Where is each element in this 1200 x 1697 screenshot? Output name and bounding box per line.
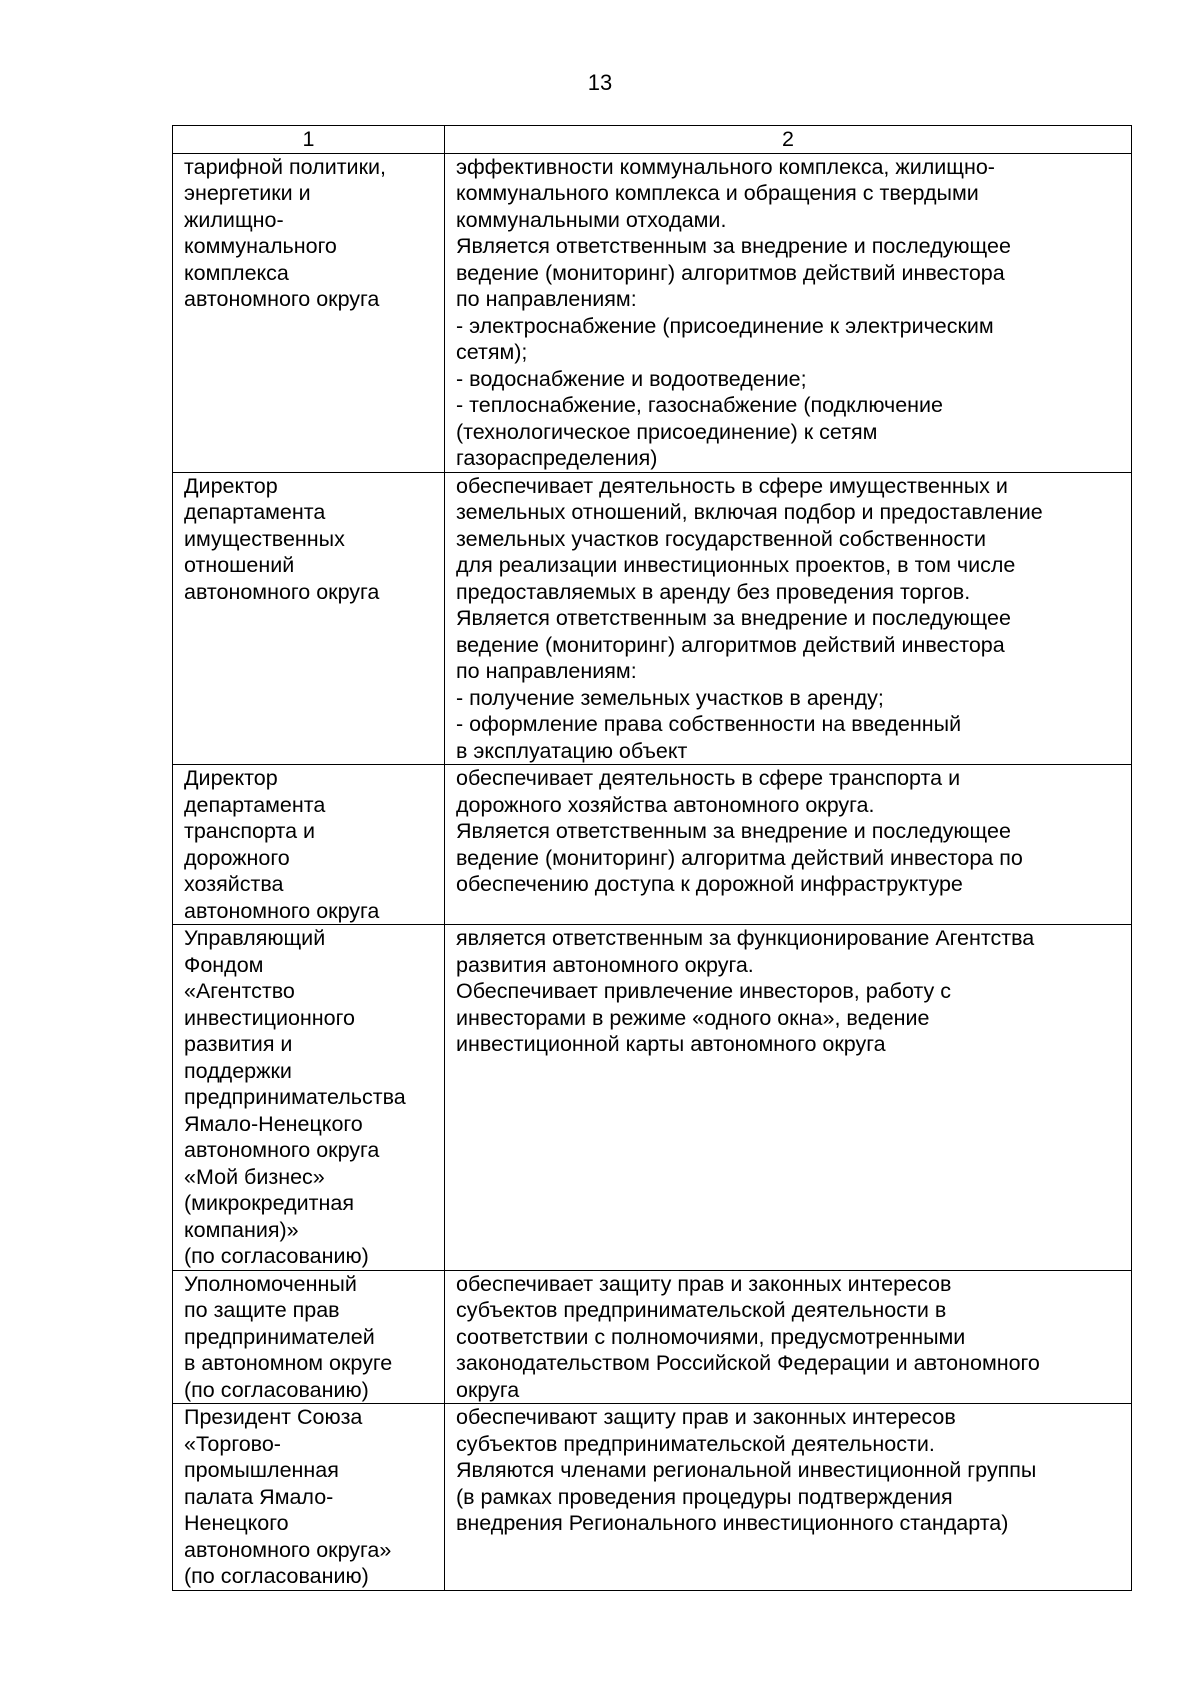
official-cell: Уполномоченный по защите прав предпринимателей в автономном округе (по согласованию) — [173, 1270, 445, 1404]
table-row — [173, 153, 1132, 472]
table-row — [173, 1404, 1132, 1591]
column-header-2: 2 — [445, 126, 1132, 154]
page-number: 13 — [587, 70, 613, 95]
official-cell: Президент Союза «Торгово- промышленная палата Ямало- Ненецкого автономного округа» (по согласованию) — [173, 1404, 445, 1591]
responsibility-cell: является ответственным за функционирование Агентства развития автономного округа. Обеспечивает привлечение инвесторов, работу с инвесторами в режиме «одного окна», ведение инвестиционной карты автономного округа — [445, 925, 1132, 1271]
responsibility-cell: обеспечивает защиту прав и законных интересов субъектов предпринимательской деятельности в соответствии с полномочиями, предусмотренными законодательством Российской Федерации и автономного округа — [445, 1270, 1132, 1404]
official-cell: тарифной политики, энергетики и жилищно- коммунального комплекса автономного округа — [173, 153, 445, 472]
column-header-1: 1 — [173, 126, 445, 154]
responsibility-cell: обеспечивает деятельность в сфере имущественных и земельных отношений, включая подбор и предоставление земельных участков государственной собственности для реализации инвестиционных проектов, в том числе предоставляемых в аренду без проведения торгов. Является ответственным за внедрение и последующее ведение (мониторинг) алгоритмов действий инвестора по направлениям: - получение земельных участков в аренду; - оформление права собственности на введенный в эксплуатацию объект — [445, 472, 1132, 765]
responsibility-table — [172, 125, 1132, 1591]
table-header-row — [173, 126, 1132, 154]
table-row — [173, 472, 1132, 765]
official-cell: Директор департамента имущественных отношений автономного округа — [173, 472, 445, 765]
responsibility-cell: эффективности коммунального комплекса, жилищно- коммунального комплекса и обращения с твердыми коммунальными отходами. Является ответственным за внедрение и последующее ведение (мониторинг) алгоритмов действий инвестора по направлениям: - электроснабжение (присоединение к электрическим сетям); - водоснабжение и водоотведение; - теплоснабжение, газоснабжение (подключение (технологическое присоединение) к сетям газораспределения) — [445, 153, 1132, 472]
official-cell: Управляющий Фондом «Агентство инвестиционного развития и поддержки предпринимательства Ямало-Ненецкого автономного округа «Мой бизнес» (микрокредитная компания)» (по согласованию) — [173, 925, 445, 1271]
responsibility-cell: обеспечивают защиту прав и законных интересов субъектов предпринимательской деятельности. Являются членами региональной инвестиционной группы (в рамках проведения процедуры подтверждения внедрения Регионального инвестиционного стандарта) — [445, 1404, 1132, 1591]
official-cell: Директор департамента транспорта и дорожного хозяйства автономного округа — [173, 765, 445, 925]
table-row — [173, 765, 1132, 925]
table-row — [173, 1270, 1132, 1404]
responsibility-cell: обеспечивает деятельность в сфере транспорта и дорожного хозяйства автономного округа. Является ответственным за внедрение и последующее ведение (мониторинг) алгоритма действий инвестора по обеспечению доступа к дорожной инфраструктуре — [445, 765, 1132, 925]
table-row — [173, 925, 1132, 1271]
